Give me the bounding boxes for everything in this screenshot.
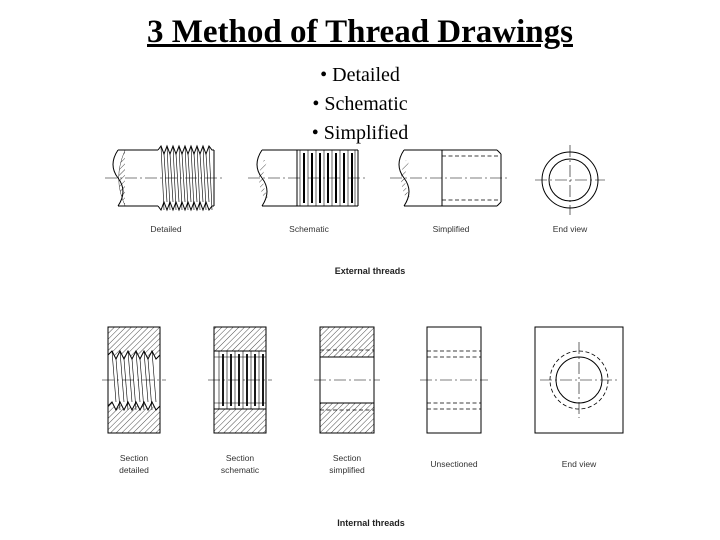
external-end-view-drawing <box>535 145 605 215</box>
internal-threads-heading: Internal threads <box>337 518 405 528</box>
method-item-schematic: • Schematic <box>312 93 408 115</box>
caption-internal-section-schematic-1: Section <box>225 453 255 463</box>
caption-external-end-view: End view <box>552 224 588 234</box>
caption-external-schematic: Schematic <box>289 224 329 234</box>
external-threads-heading: External threads <box>334 266 406 276</box>
external-simplified-drawing <box>390 150 507 206</box>
caption-internal-section-detailed-1: Section <box>119 453 149 463</box>
caption-internal-section-detailed-2: detailed <box>119 465 149 475</box>
internal-section-detailed-drawing <box>102 327 166 433</box>
method-item-detailed: • Detailed <box>320 64 400 86</box>
caption-external-detailed: Detailed <box>150 224 182 234</box>
internal-end-view-drawing <box>535 327 623 433</box>
caption-internal-section-simplified-2: simplified <box>329 465 365 475</box>
internal-section-schematic-drawing <box>208 327 272 433</box>
caption-internal-unsectioned: Unsectioned <box>430 459 478 469</box>
caption-external-simplified: Simplified <box>432 224 470 234</box>
external-detailed-drawing <box>105 146 222 210</box>
method-item-simplified: • Simplified <box>311 122 409 144</box>
caption-internal-end-view: End view <box>561 459 597 469</box>
page-title: 3 Method of Thread Drawings <box>147 14 573 50</box>
caption-internal-section-schematic-2: schematic <box>220 465 260 475</box>
internal-unsectioned-drawing <box>420 327 488 433</box>
internal-section-simplified-drawing <box>314 327 380 433</box>
external-schematic-drawing <box>248 150 366 206</box>
caption-internal-section-simplified-1: Section <box>332 453 362 463</box>
